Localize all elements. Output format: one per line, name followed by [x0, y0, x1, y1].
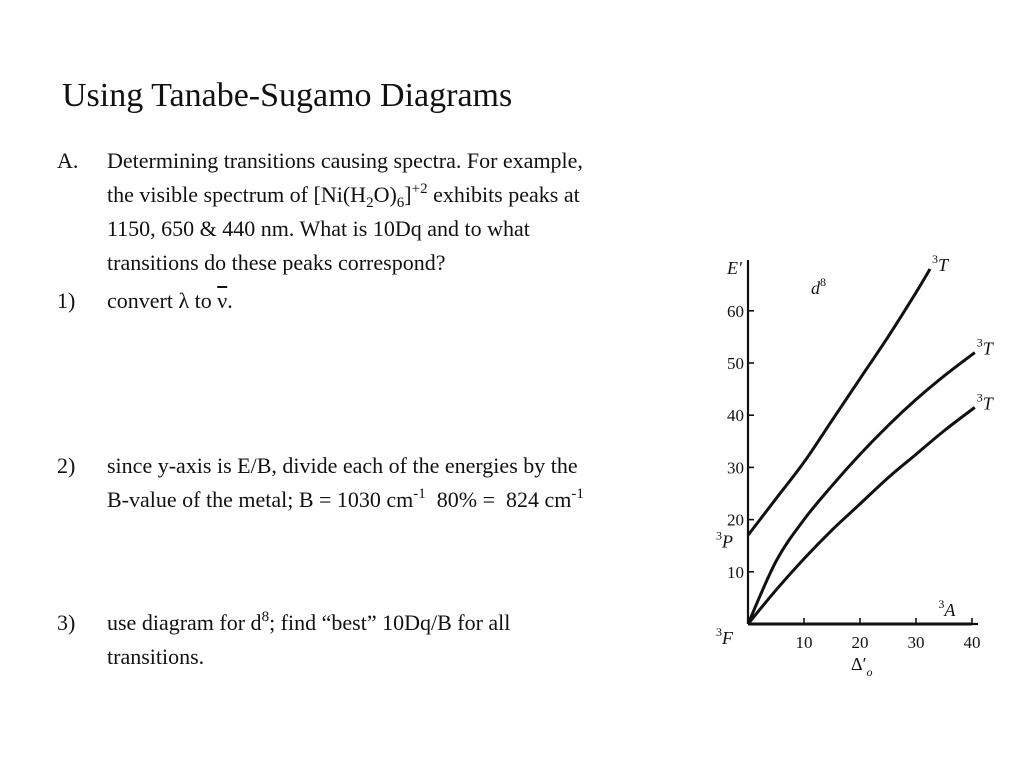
- formula: $[Ni(H_2O)_6]^{+2}$: [313, 181, 428, 211]
- x-axis-label: $\Delta'_o$: [851, 654, 873, 679]
- series-line-3: [748, 407, 975, 624]
- diagram-svg: [700, 238, 1024, 688]
- text-line: transitions.: [107, 644, 205, 669]
- nu-bar-symbol: $\overline{\nu}$: [217, 288, 228, 313]
- list-item-3: [57, 606, 717, 678]
- text-line: the visible spectrum of: [107, 182, 309, 207]
- x-tick-label: 30: [907, 633, 925, 652]
- text-line: exhibits peaks at: [433, 182, 580, 207]
- text-line: Determining transitions causing spectra. For example,: [107, 148, 583, 173]
- series-label: $^3$T: [976, 390, 993, 414]
- y-tick-label: 20: [727, 510, 744, 530]
- series-label: $^3$T: [976, 335, 993, 359]
- x-tick-label: 40: [963, 633, 981, 652]
- y-tick-label: 10: [727, 562, 744, 582]
- series-line-1: [748, 269, 930, 535]
- state-label: $^3$F: [716, 625, 733, 648]
- text-line: since y-axis is E/B, divide each of the energies by the: [107, 453, 578, 478]
- item-text: [107, 144, 717, 280]
- list-item-1: [57, 284, 717, 320]
- text-line: 1150, 650 & 440 nm. What is 10Dq and to what: [107, 216, 530, 241]
- item-text: since y-axis is E/B, divide each of the energies by the B-value of the metal; B = 1030 $cm^{-1}$ 80% = 824 $cm^{-1}$: [107, 453, 584, 512]
- series-label: $^3$A: [938, 597, 956, 620]
- y-axis-label: E′: [727, 258, 742, 278]
- slide-title: Using Tanabe-Sugamo Diagrams: [62, 77, 513, 114]
- item-text: convert λ to $\overline{\nu}$.: [107, 288, 233, 313]
- state-label: $^3$P: [716, 528, 733, 552]
- y-tick-label: 50: [727, 354, 744, 373]
- configuration-label: $d^8$: [811, 275, 826, 298]
- y-tick-label: 30: [727, 458, 744, 478]
- item-marker: 1): [57, 288, 76, 313]
- list-item-2: [57, 449, 737, 521]
- item-marker: A.: [57, 148, 79, 173]
- item-text: use diagram for $d^8$; find “best” 10Dq/B for all transitions.: [107, 609, 511, 669]
- tanabe-sugano-diagram: [700, 238, 1024, 688]
- x-tick-label: 10: [795, 633, 813, 652]
- list-item-a: [57, 144, 717, 284]
- y-tick-label: 40: [727, 406, 744, 426]
- item-marker: 3): [57, 610, 76, 635]
- x-tick-label: 20: [851, 633, 869, 652]
- y-tick-label: 60: [727, 301, 744, 321]
- text-line: transitions do these peaks correspond?: [107, 250, 446, 275]
- series-label: $^3$T: [932, 252, 949, 276]
- item-marker: 2): [57, 453, 76, 478]
